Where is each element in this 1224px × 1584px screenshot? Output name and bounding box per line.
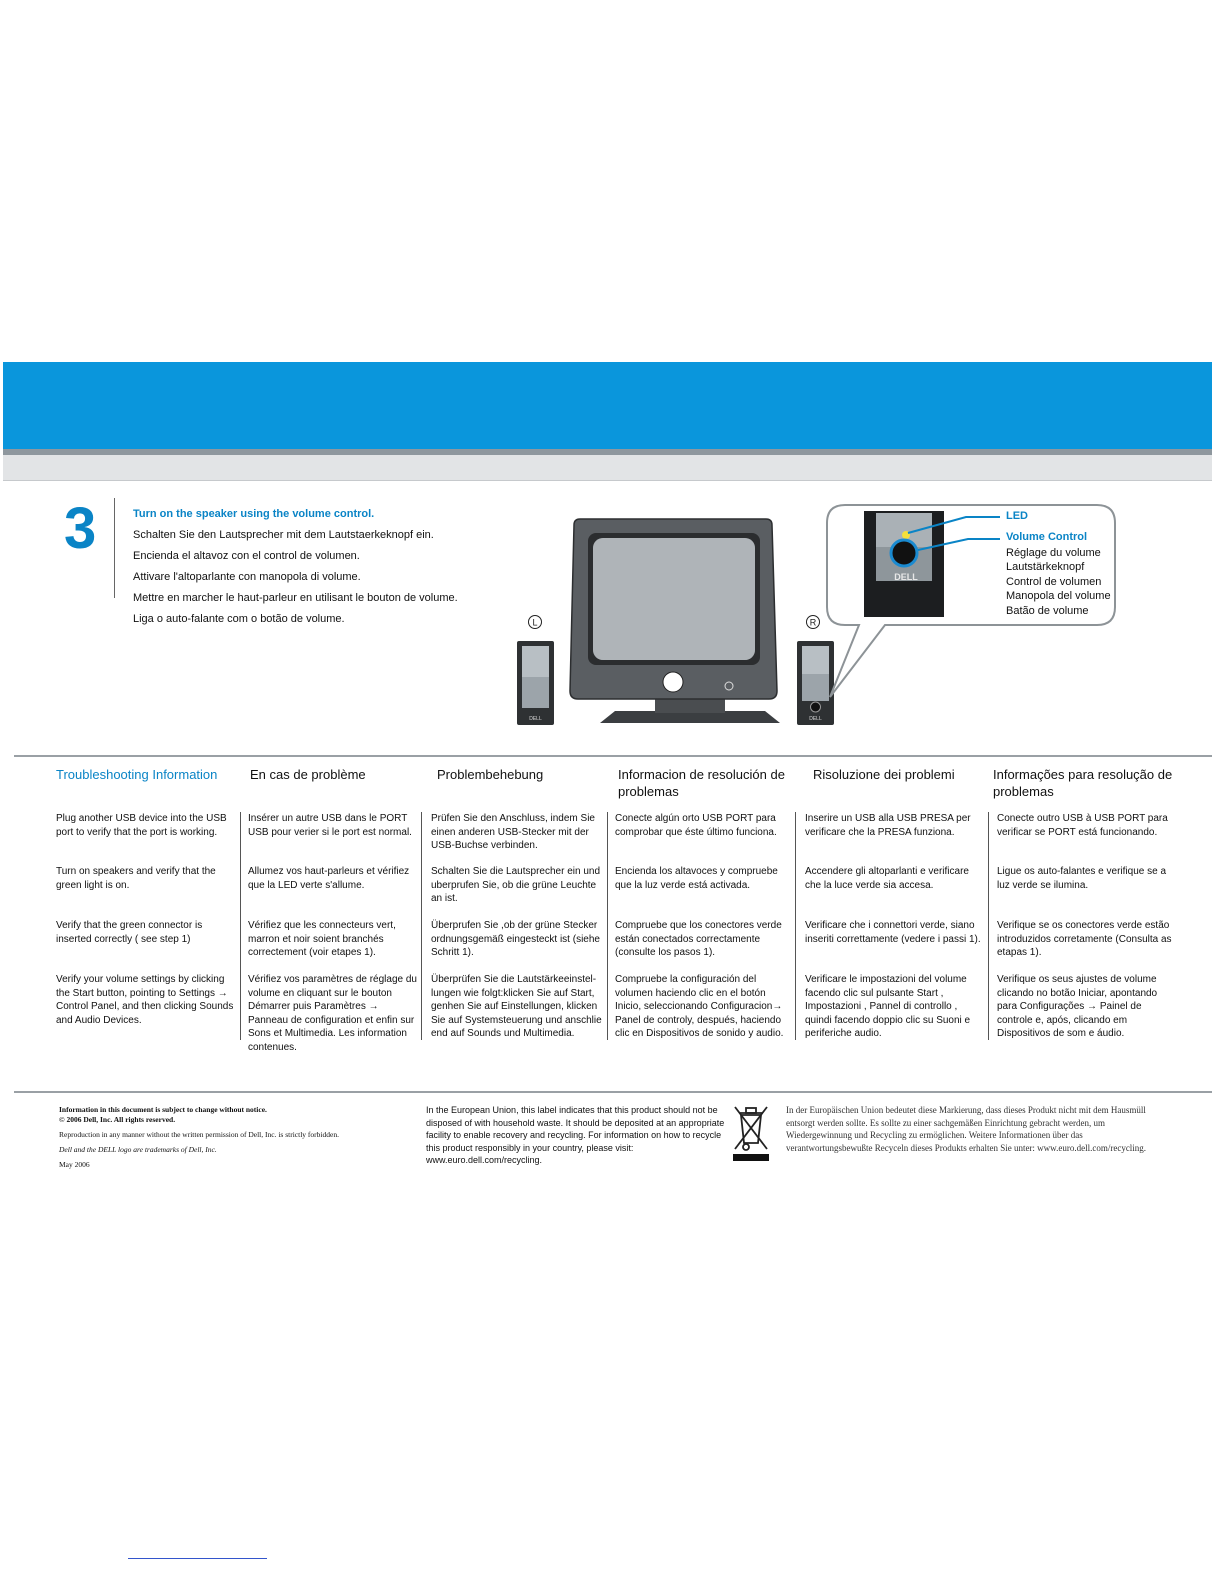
right-speaker (797, 641, 834, 725)
zoomed-speaker-logo: DELL (894, 572, 918, 582)
step-line-en: Turn on the speaker using the volume control. (133, 508, 375, 520)
step-line-it: Attivare l'altoparlante con manopola di volume. (133, 571, 361, 583)
it-row-connector: Verificare che i connettori verde, siano inseriti correttamente (vedere i passi 1). (805, 920, 981, 945)
it-row-usb-port: Inserire un USB alla USB PRESA per verificare che la PRESA funziona. (805, 813, 971, 838)
column-separator (988, 812, 989, 1040)
fr-row-usb-port: Insérer un autre USB dans le PORT USB pour verier si le port est normal. (248, 813, 412, 838)
es-row-connector: Compruebe que los conectores verde están conectados correctamente (consulte los pasos 1). (615, 920, 782, 959)
step-line-pt: Liga o auto-falante com o botão de volume. (133, 613, 345, 625)
column-separator (421, 812, 422, 1040)
es-row-usb-port: Conecte algún orto USB PORT para comprobar que éste último funciona. (615, 813, 777, 838)
pt-row-volume-settings: Verifique os seus ajustes de volume clicando no botão Iniciar, apontando para Configurações → Painel de controle e, após, clicando em Dispositivos de som e áudio. (997, 974, 1158, 1040)
step-instructions (133, 506, 458, 632)
en-row-usb-port: Plug another USB device into the USB port to verify that the port is working. (56, 813, 227, 838)
fr-row-connector: Vérifiez que les connecteurs vert, marron et noir soient branchés correctement (voir etapes 1). (248, 920, 396, 959)
footer-link-underline (128, 1558, 267, 1559)
volume-label-pt: Batão de volume (1006, 604, 1089, 617)
step-line-de: Schalten Sie den Lautsprecher mit dem Lautstaerkeknopf ein. (133, 529, 434, 541)
volume-control-labels (1006, 530, 1111, 618)
column-separator (795, 812, 796, 1040)
legal-reproduction: Reproduction in any manner without the written permission of Dell, Inc. is strictly forbidden. (59, 1130, 339, 1139)
step-divider (114, 498, 115, 598)
svg-text:L: L (532, 617, 538, 628)
header-banner (3, 362, 1212, 449)
legal-trademark: Dell and the DELL logo are trademarks of Dell, Inc. (59, 1145, 217, 1154)
eu-recycling-notice-en: In the European Union, this label indicates that this product should not be disposed of with household waste. It should be deposited at an appropriate facility to enable recovery and recycling. For information on how to recycle this product responsibly in your country, please visit: www.euro.dell.com/recycling. (426, 1105, 725, 1165)
left-speaker-logo: DELL (529, 716, 542, 722)
pt-row-green-light: Ligue os auto-falantes e verifique se a luz verde se ilumina. (997, 866, 1166, 891)
column-heading-en: Troubleshooting Information (56, 767, 218, 782)
left-speaker (517, 641, 554, 725)
column-heading-fr: En cas de problème (250, 767, 366, 782)
right-channel-mark (807, 616, 820, 629)
weee-bin-icon (731, 1103, 771, 1163)
it-row-green-light: Accendere gli altoparlanti e verificare che la luce verde sia accesa. (805, 866, 969, 891)
it-row-volume-settings: Verificare le impostazioni del volume facendo clic sul pulsante Start , Impostazioni , Pannel di controllo , quindi facendo doppio clic su Suoni e periferiche audio. (805, 974, 971, 1040)
step-number: 3 (64, 496, 97, 561)
volume-label-fr: Réglage du volume (1006, 546, 1101, 559)
en-row-green-light: Turn on speakers and verify that the green light is on. (56, 866, 216, 891)
right-speaker-logo: DELL (809, 716, 822, 722)
column-separator (607, 812, 608, 1040)
column-heading-pt: Informações para resolução de problemas (993, 767, 1173, 799)
left-channel-mark (529, 616, 542, 629)
de-row-usb-port: Prüfen Sie den Anschluss, indem Sie einen anderen USB-Stecker mit der USB-Buchse verbinden. (431, 813, 595, 852)
de-row-green-light: Schalten Sie die Lautsprecher ein und uberprufen Sie, ob die grüne Leuchte an ist. (431, 866, 601, 905)
legal-copyright: © 2006 Dell, Inc. All rights reserved. (59, 1115, 176, 1124)
volume-label-es: Control de volumen (1006, 575, 1102, 588)
legal-date: May 2006 (59, 1160, 90, 1169)
section-divider-bottom (14, 1091, 1212, 1093)
banner-subbar (3, 455, 1212, 481)
monitor (570, 519, 780, 723)
step-line-fr: Mettre en marcher le haut-parleur en utilisant le bouton de volume. (133, 592, 458, 604)
volume-label-de: Lautstärkeknopf (1006, 561, 1085, 573)
fr-row-green-light: Allumez vos haut-parleurs et vérifiez que la LED verte s'allume. (248, 866, 410, 891)
volume-label-it: Manopola del volume (1006, 590, 1111, 602)
en-row-connector: Verify that the green connector is inserted correctly ( see step 1) (56, 920, 203, 945)
column-heading-de: Problembehebung (437, 767, 544, 782)
en-row-volume-settings: Verify your volume settings by clicking the Start button, pointing to Settings → Control Panel, and then clicking Sounds and Audio Devices. (56, 974, 234, 1026)
legal-change-notice: Information in this document is subject to change without notice. (59, 1105, 267, 1114)
step-line-es: Encienda el altavoz con el control de volumen. (133, 550, 360, 562)
es-row-volume-settings: Compruebe la configuración del volumen haciendo clic en el botón Inicio, seleccionando Configuracion→ Panel de controly, después, haciendo clic en Dispositivos de sonido y audio. (615, 974, 784, 1040)
de-row-connector: Überprufen Sie ,ob der grüne Stecker ordnungsgemäß eingesteckt ist (siehe Schritt 1). (431, 920, 600, 959)
es-row-green-light: Encienda los altavoces y compruebe que la luz verde está activada. (615, 866, 778, 891)
led-label: LED (1006, 510, 1028, 522)
fr-row-volume-settings: Vérifiez vos paramètres de réglage du volume en cliquant sur le bouton Démarrer puis Paramètres → Panneau de configuration et enfin sur Sons et Multimedia. Les information contenues. (248, 974, 417, 1053)
column-heading-it: Risoluzione dei problemi (813, 767, 955, 782)
legal-notice (59, 1105, 339, 1170)
pt-row-usb-port: Conecte outro USB à USB PORT para verificar se PORT está funcionando. (997, 813, 1168, 838)
eu-recycling-notice-de: In der Europäischen Union bedeutet diese Markierung, dass dieses Produkt nicht mit dem Hausmüll entsorgt werden sollte. Es sollte zu einer sachgemäßen Einrichtung gebracht werden, um Wiedergewinnung und Recycling zu ermöglichen. Weitere Informationen über das verantwortungsbewußte Recyceln dieses Produkts erhalten Sie unter: www.euro.dell.com/recycling. (786, 1105, 1147, 1153)
pt-row-connector: Verifique se os conectores verde estão introduzidos corretamente (Consulta as etapas 1). (997, 920, 1172, 959)
svg-text:R: R (809, 617, 817, 628)
de-row-volume-settings: Überprüfen Sie die Lautstärkeeinstel- lungen wie folgt:klicken Sie auf Start, genhen Sie auf Einstellungen, klicken Sie auf Systemsteuerung und anschlie end auf Sounds und Multimedia. (431, 974, 602, 1040)
volume-label-en: Volume Control (1006, 531, 1088, 543)
column-heading-es: Informacion de resolución de problemas (618, 767, 785, 799)
section-divider-top (14, 755, 1212, 757)
column-separator (240, 812, 241, 1040)
